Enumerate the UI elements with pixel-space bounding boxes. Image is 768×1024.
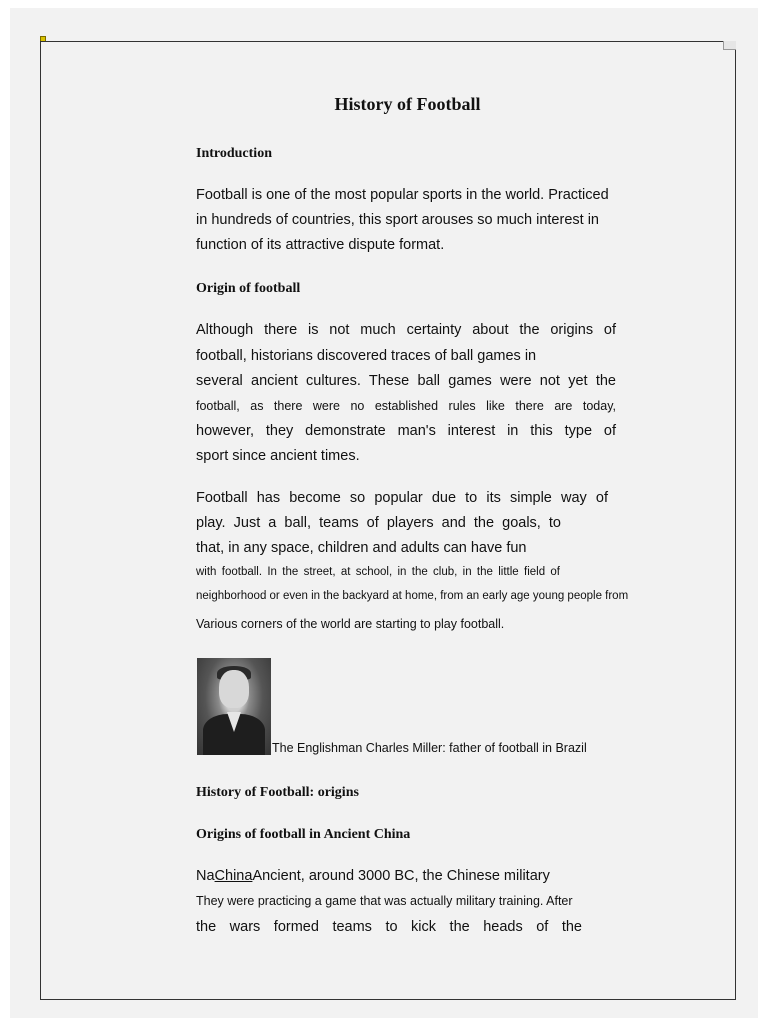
popular-line-3: that, in any space, children and adults can have fun <box>196 540 527 556</box>
china-prefix: Na <box>196 868 215 884</box>
intro-line-3: function of its attractive dispute format. <box>196 237 445 253</box>
popular-line-6: Various corners of the world are starting to play football. <box>196 617 505 631</box>
china-line-1 <box>196 868 586 884</box>
heading-origin: Origin of football <box>196 281 301 296</box>
china-line-1-lead <box>196 868 550 884</box>
document-title: History of Football <box>334 94 481 114</box>
origin-line-3: several ancient cultures. These ball games were not yet the <box>196 373 616 389</box>
document-canvas <box>10 8 758 1018</box>
china-link[interactable]: China <box>214 868 253 884</box>
origin-line-4: football, as there were no established rules like there are today, <box>196 399 616 413</box>
photo-caption: The Englishman Charles Miller: father of football in Brazil <box>272 741 587 755</box>
heading-china: Origins of football in Ancient China <box>196 827 411 842</box>
photo-face <box>219 670 249 708</box>
origin-line-2: football, historians discovered traces of ball games in <box>196 348 537 364</box>
china-line-3: the wars formed teams to kick the heads of the <box>196 919 582 935</box>
document-page[interactable] <box>40 41 736 1000</box>
popular-line-4: with football. In the street, at school, in the club, in the little field of <box>196 566 560 578</box>
origin-line-6: sport since ancient times. <box>196 448 360 464</box>
popular-line-1: Football has become so popular due to its simple way of <box>196 490 608 506</box>
heading-history-origins: History of Football: origins <box>196 785 359 800</box>
origin-line-5: however, they demonstrate man's interest in this type of <box>196 423 616 439</box>
intro-line-1: Football is one of the most popular sports in the world. Practiced <box>196 187 609 203</box>
page-fold-corner <box>723 41 736 50</box>
popular-line-5: neighborhood or even in the backyard at home, from an early age young people from <box>196 590 629 602</box>
charles-miller-photo <box>197 658 271 755</box>
intro-line-2: in hundreds of countries, this sport arouses so much interest in <box>196 212 599 228</box>
china-suffix: Ancient, around 3000 BC, the Chinese military <box>252 868 550 884</box>
heading-introduction: Introduction <box>196 146 272 161</box>
popular-line-2: play. Just a ball, teams of players and the goals, to <box>196 515 561 531</box>
origin-line-1: Although there is not much certainty about the origins of <box>196 322 616 338</box>
china-line-2: They were practicing a game that was actually military training. After <box>196 894 573 908</box>
